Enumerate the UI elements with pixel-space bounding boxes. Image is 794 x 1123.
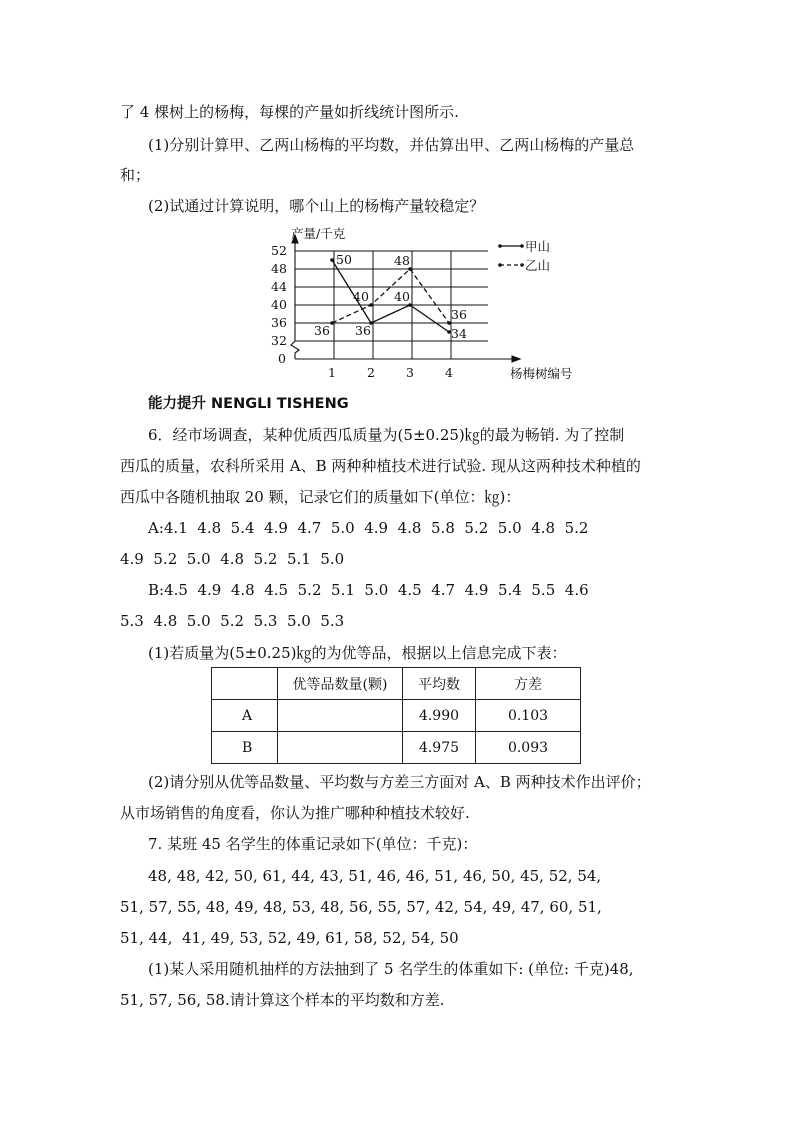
legend-dot <box>520 263 524 267</box>
q7-data-1: 48, 48, 42, 50, 61, 44, 43, 51, 46, 46, 51, 46, 50, 45, 52, 54, <box>148 867 602 885</box>
series-line-1 <box>332 260 449 332</box>
table-header-row <box>212 668 581 700</box>
y-tick-label: 52 <box>271 243 287 258</box>
y-tick-label: 32 <box>271 333 287 348</box>
x-tick-label: 3 <box>406 365 414 380</box>
q6-line-1: 6．经市场调查，某种优质西瓜质量为(5±0.25)㎏的最为畅销. 为了控制 <box>148 426 625 444</box>
table-header-cell <box>212 668 278 700</box>
line-chart <box>265 224 573 384</box>
q7-data-2: 51, 57, 55, 48, 49, 48, 53, 48, 56, 55, 57, 42, 54, 49, 47, 60, 51, <box>120 898 602 916</box>
y-tick-label: 44 <box>271 279 287 294</box>
data-label: 40 <box>353 289 369 304</box>
data-label: 36 <box>314 323 330 338</box>
q6-part-2: (2)请分别从优等品数量、平均数与方差三方面对 A、B 两种技术作出评价； <box>148 773 651 791</box>
legend-dot <box>498 263 502 267</box>
series-lines <box>314 252 467 341</box>
legend-dot <box>498 244 502 248</box>
question-1-cont: 和； <box>120 166 151 184</box>
y-tick-labels <box>271 243 287 348</box>
table-cell: B <box>212 732 278 764</box>
intro-line: 了 4 棵树上的杨梅，每棵的产量如折线统计图所示. <box>120 103 459 121</box>
x-axis-arrow <box>512 356 520 362</box>
question-2: (2)试通过计算说明，哪个山上的杨梅产量较稳定？ <box>148 197 485 215</box>
legend-dot <box>520 244 524 248</box>
table-cell: 0.103 <box>476 700 581 732</box>
series-line-2 <box>332 269 449 323</box>
y-zero-label: 0 <box>278 351 286 366</box>
q7-part-1: (1)某人采用随机抽样的方法抽到了 5 名学生的体重如下: (单位: 千克)48, <box>148 960 634 978</box>
x-tick-label: 4 <box>445 365 453 380</box>
x-tick-label: 1 <box>328 365 336 380</box>
q6-data-b2: 5.3 4.8 5.0 5.2 5.3 5.0 5.3 <box>120 612 345 630</box>
section-heading: 能力提升 NENGLI TISHENG <box>148 396 349 412</box>
q6-line-3: 西瓜中各随机抽取 20 颗，记录它们的质量如下(单位：㎏)： <box>120 488 521 506</box>
result-table <box>211 667 581 764</box>
q6-part-1: (1)若质量为(5±0.25)㎏的为优等品，根据以上信息完成下表： <box>148 644 567 662</box>
x-tick-label: 2 <box>367 365 375 380</box>
data-label: 48 <box>394 253 410 268</box>
q7-line-1: 7. 某班 45 名学生的体重记录如下(单位：千克)： <box>148 835 478 853</box>
data-label: 36 <box>355 323 371 338</box>
q6-line-2: 西瓜的质量，农科所采用 A、B 两种种植技术进行试验. 现从这两种技术种植的 <box>120 457 641 475</box>
y-tick-label: 40 <box>271 297 287 312</box>
data-label: 34 <box>451 326 467 341</box>
table-cell-answer <box>278 732 403 764</box>
data-label: 36 <box>451 307 467 322</box>
x-tick-labels <box>328 365 453 380</box>
y-tick-label: 36 <box>271 315 287 330</box>
x-axis-label: 杨梅树编号 <box>510 366 573 381</box>
q6-data-a2: 4.9 5.2 5.0 4.8 5.2 5.1 5.0 <box>120 550 345 568</box>
q6-data-a1: A:4.1 4.8 5.4 4.9 4.7 5.0 4.9 4.8 5.8 5.2 5.0 4.8 5.2 <box>148 519 589 537</box>
table-cell: 4.990 <box>403 700 476 732</box>
y-axis-label: 产量/千克 <box>291 226 346 241</box>
data-point <box>330 258 334 262</box>
q7-part-1-cont: 51, 57, 56, 58.请计算这个样本的平均数和方差. <box>120 991 445 1009</box>
q7-data-3: 51, 44, 41, 49, 53, 52, 49, 61, 58, 52, 54, 50 <box>120 929 459 947</box>
legend-label: 甲山 <box>525 239 551 254</box>
question-1: (1)分别计算甲、乙两山杨梅的平均数，并估算出甲、乙两山杨梅的产量总 <box>148 136 635 154</box>
grid <box>295 251 488 359</box>
table-cell-answer <box>278 700 403 732</box>
y-tick-label: 48 <box>271 261 287 276</box>
legend-label: 乙山 <box>525 258 551 273</box>
table-header-cell: 平均数 <box>403 668 476 700</box>
table-cell: A <box>212 700 278 732</box>
data-point <box>369 303 373 307</box>
table-header-cell: 优等品数量(颗) <box>278 668 403 700</box>
q6-data-b1: B:4.5 4.9 4.8 4.5 5.2 5.1 5.0 4.5 4.7 4.9 5.4 5.5 4.6 <box>148 581 589 599</box>
table-header-cell: 方差 <box>476 668 581 700</box>
q6-part-2-cont: 从市场销售的角度看，你认为推广哪种种植技术较好. <box>120 804 470 822</box>
data-label: 40 <box>394 289 410 304</box>
table-cell: 4.975 <box>403 732 476 764</box>
table-cell: 0.093 <box>476 732 581 764</box>
data-point <box>330 321 334 325</box>
legend <box>498 239 550 273</box>
table-row <box>212 732 581 764</box>
table-row <box>212 700 581 732</box>
data-label: 50 <box>336 252 352 267</box>
